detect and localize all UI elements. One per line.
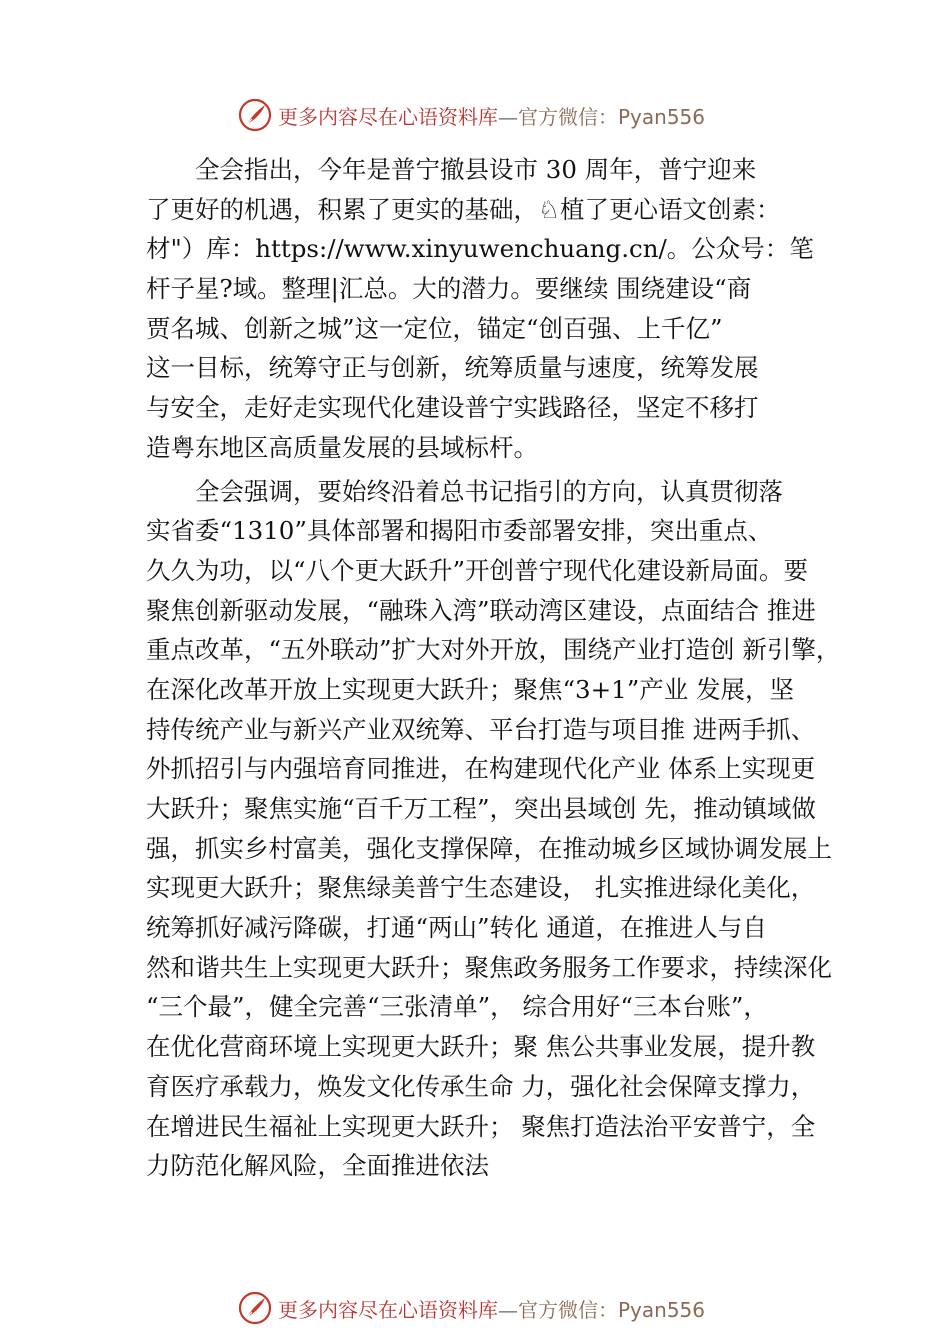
text-line: “三个最”，健全完善“三张清单”， 综合用好“三本台账”，: [146, 992, 768, 1022]
footer-site: 更多内容尽在心语资料库: [278, 1297, 498, 1322]
text-line: 然和谐共生上实现更大跃升；聚焦政务服务工作要求，持续深化: [146, 952, 832, 982]
footer-banner: [238, 1290, 705, 1326]
text-line: 材"）库：https://www.xinyuwenchuang.cn/。公众号：笔: [146, 234, 814, 264]
text-line: 育医疗承载力，焕发文化传承生命 力，强化社会保障支撑力，: [146, 1071, 816, 1101]
text-line: 大跃升；聚焦实施“百千万工程”，突出县域创 先，推动镇域做: [146, 794, 816, 823]
text-line: 在深化改革开放上实现更大跃升；聚焦“3+1”产业 发展，坚: [146, 674, 795, 704]
text-line: 力防范化解风险，全面推进依法: [146, 1151, 489, 1181]
text-line: 重点改革，“五外联动”扩大对外开放，围绕产业打造创 新引擎，: [146, 635, 841, 665]
text-line: 在优化营商环境上实现更大跃升；聚 焦公共事业发展，提升教: [146, 1032, 816, 1062]
text-line: 贾名城、创新之城”这一定位，锚定“创百强、上千亿”: [146, 313, 723, 343]
paragraph-2: [146, 472, 846, 1186]
footer-wechat-id: Pyan556: [618, 1297, 706, 1322]
paragraph-1: [146, 150, 846, 468]
text-line: 这一目标，统筹守正与创新，统筹质量与速度，统筹发展: [146, 353, 759, 383]
text-line: 全会强调，要始终沿着总书记指引的方向，认真贯彻落: [146, 476, 783, 506]
header-banner: [238, 97, 705, 133]
text-line: 实现更大跃升；聚焦绿美普宁生态建设， 扎实推进绿化美化，: [146, 873, 816, 903]
footer-wechat-label: 官方微信：: [518, 1297, 618, 1322]
text-line: 与安全，走好走实现代化建设普宁实践路径，坚定不移打: [146, 393, 759, 423]
quill-logo-icon: [238, 1291, 272, 1325]
header-site: 更多内容尽在心语资料库: [278, 104, 498, 129]
header-wechat-label: 官方微信：: [518, 104, 618, 129]
text-line: 造粤东地区高质量发展的县域标杆。: [146, 432, 538, 462]
document-body: [146, 150, 846, 1186]
text-line: 了更好的机遇，积累了更实的基础，♘植了更心语文创素：: [146, 194, 781, 224]
text-line: 外抓招引与内强培育同推进，在构建现代化产业 体系上实现更: [146, 754, 816, 784]
text-line: 统筹抓好减污降碳，打通“两山”转化 通道，在推进人与自: [146, 913, 767, 943]
quill-logo-icon: [238, 98, 272, 132]
footer-text: [278, 1294, 705, 1323]
text-line: 久久为功，以“八个更大跃升”开创普宁现代化建设新局面。要: [146, 555, 809, 585]
header-sep: —: [498, 104, 518, 129]
header-wechat-id: Pyan556: [618, 104, 706, 129]
text-line: 杆子星?域。整理|汇总。大的潜力。要继续 围绕建设“商: [146, 274, 752, 304]
text-line: 全会指出，今年是普宁撤县设市 30 周年，普宁迎来: [146, 155, 757, 184]
text-line: 持传统产业与新兴产业双统筹、平台打造与项目推 进两手抓、: [146, 714, 816, 744]
text-line: 强，抓实乡村富美，强化支撑保障，在推动城乡区域协调发展上: [146, 833, 832, 863]
text-line: 在增进民生福祉上实现更大跃升； 聚焦打造法治平安普宁，全: [146, 1111, 816, 1141]
header-text: [278, 101, 705, 130]
text-line: 实省委“1310”具体部署和揭阳市委部署安排，突出重点、: [146, 516, 773, 546]
text-line: 聚焦创新驱动发展，“融珠入湾”联动湾区建设，点面结合 推进: [146, 595, 816, 625]
footer-sep: —: [498, 1297, 518, 1322]
